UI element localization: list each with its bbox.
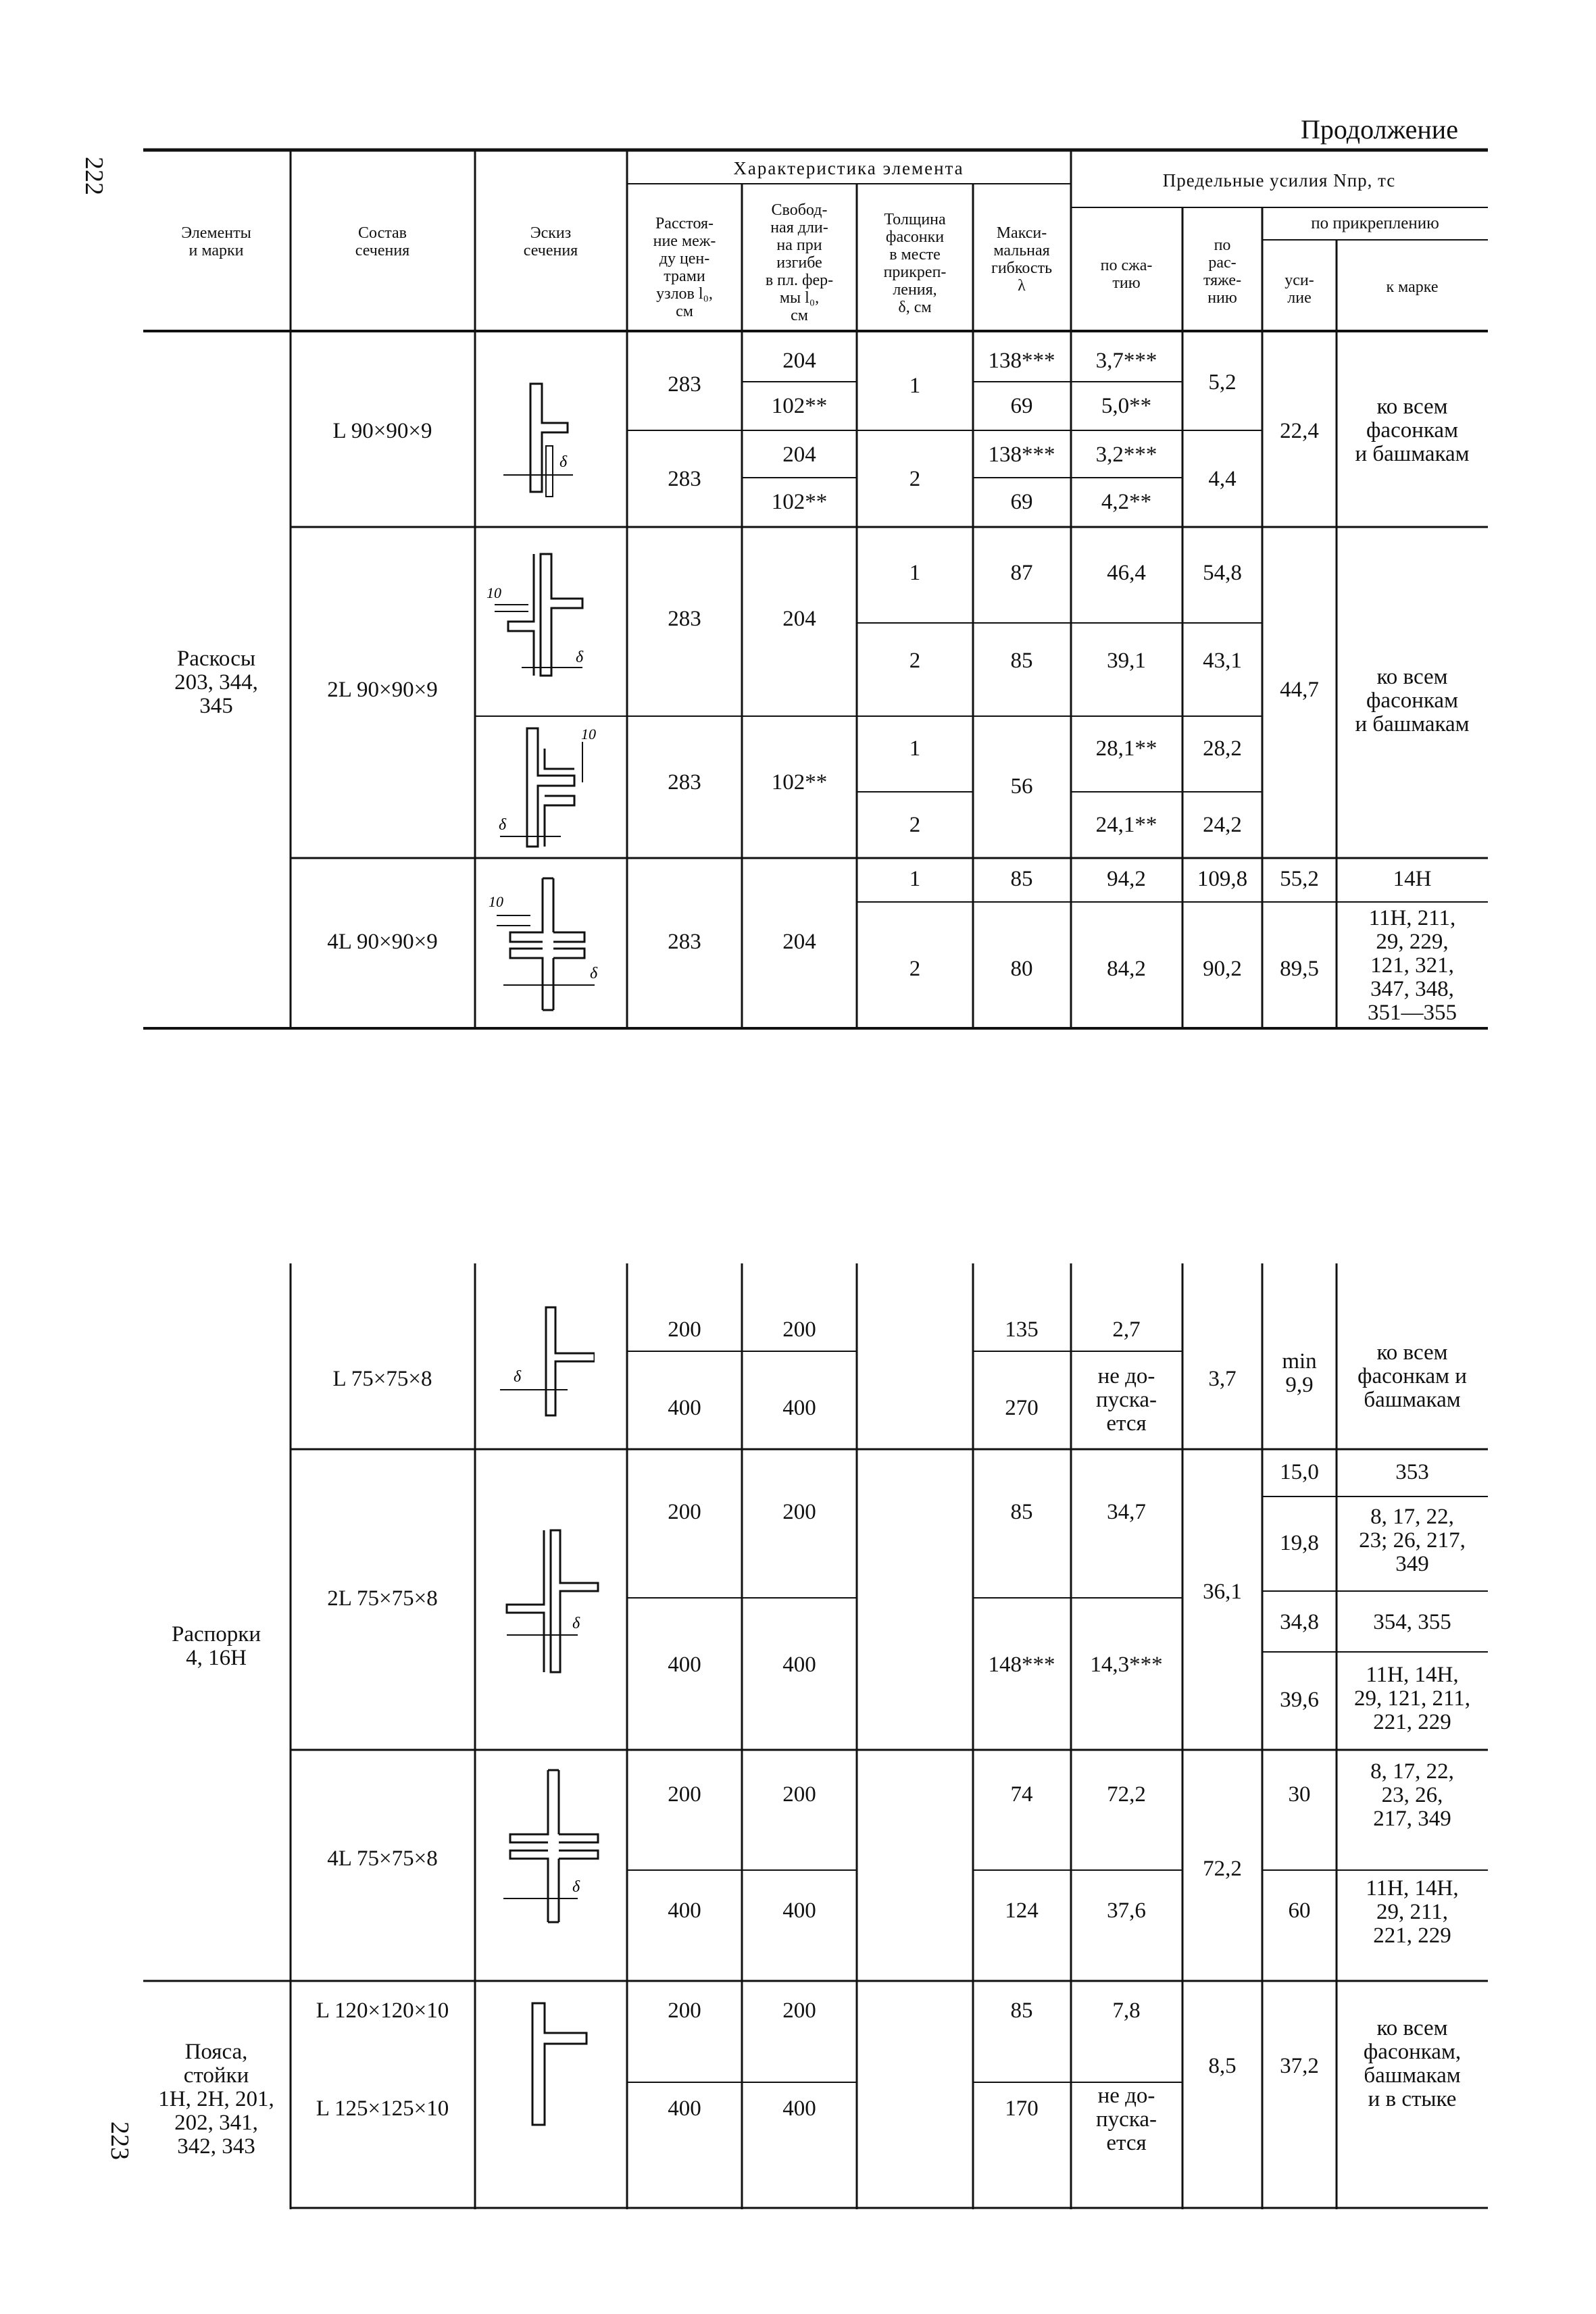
- s3-attach-mark-r2: 11Н, 211, 29, 229, 121, 321, 347, 348, 351—355: [1368, 906, 1457, 1025]
- s2-compression-r1: 46,4: [1107, 561, 1146, 585]
- header-thickness: Толщина фасонки в месте прикреп- ления, δ, см: [883, 211, 947, 316]
- group-label-chords: Пояса, стойки 1Н, 2Н, 201, 202, 341, 342, 343: [158, 2040, 274, 2159]
- s3-attach-force-r1: 55,2: [1280, 867, 1319, 891]
- t2-s1-distance-r2: 400: [668, 1396, 701, 1420]
- t2-s4-free-r2: 400: [782, 2096, 816, 2121]
- t2-s2-attach-mark-1: 353: [1395, 1460, 1429, 1484]
- svg-text:δ: δ: [514, 1368, 522, 1386]
- t2-s2-attach-force-3: 34,8: [1280, 1610, 1319, 1634]
- double-angle-icon: [497, 1524, 612, 1682]
- s3-free: 204: [782, 930, 816, 954]
- t2-s4-attach-mark: ко всем фасонкам, башмакам и в стыке: [1363, 2016, 1462, 2111]
- header-group-characteristic: Характеристика элемента: [733, 158, 964, 178]
- cross-angle-icon: [483, 865, 612, 1024]
- t2-s3-free-r2: 400: [782, 1898, 816, 1923]
- svg-text:10: 10: [581, 726, 596, 743]
- s3-compression-r1: 94,2: [1107, 867, 1146, 891]
- s2-tension-r2: 43,1: [1203, 649, 1242, 673]
- t2-s1-slender-r1: 135: [1005, 1317, 1039, 1342]
- group-label-spacers: Распорки 4, 16Н: [172, 1622, 261, 1670]
- t2-s3-attach-force-1: 30: [1288, 1782, 1311, 1807]
- t2-s2-free-r2: 400: [782, 1653, 816, 1677]
- t2-composition-s2: 2L 75×75×8: [327, 1586, 438, 1611]
- s1-free-r2: 102**: [771, 394, 828, 418]
- s1-slender-r4: 69: [1010, 490, 1033, 514]
- s2-distance-a: 283: [668, 607, 701, 631]
- t2-s2-attach-force-1: 15,0: [1280, 1460, 1319, 1484]
- t2-s2-distance-r2: 400: [668, 1653, 701, 1677]
- t2-s3-distance-r1: 200: [668, 1782, 701, 1807]
- s2-distance-b: 283: [668, 770, 701, 795]
- t2-s2-compression-r1: 34,7: [1107, 1500, 1146, 1524]
- single-angle-icon: [493, 370, 595, 509]
- t2-s4-slender-r1: 85: [1010, 1998, 1033, 2023]
- svg-text:δ: δ: [576, 649, 584, 666]
- t2-s3-tension: 72,2: [1203, 1857, 1242, 1881]
- t2-s3-free-r1: 200: [782, 1782, 816, 1807]
- s2-attach-mark: ко всем фасонкам и башмакам: [1355, 665, 1470, 736]
- t2-s2-attach-mark-4: 11Н, 14Н, 29, 121, 211, 221, 229: [1353, 1663, 1471, 1734]
- s3-attach-mark-r1: 14Н: [1393, 867, 1432, 891]
- svg-text:10: 10: [489, 893, 503, 910]
- continuation-label: Продолжение: [1301, 114, 1458, 145]
- t2-s3-attach-force-2: 60: [1288, 1898, 1311, 1923]
- s1-thickness-b: 2: [909, 467, 921, 491]
- s2-tension-r4: 24,2: [1203, 813, 1242, 837]
- t2-s3-compression-r2: 37,6: [1107, 1898, 1146, 1923]
- t2-composition-s4a: L 120×120×10: [316, 1998, 449, 2023]
- t2-s2-attach-mark-3: 354, 355: [1373, 1610, 1451, 1634]
- double-angle-alt-icon: [487, 722, 615, 860]
- header-free-length: Свобод- ная дли- на при изгибе в пл. фер- мы l₀, см: [765, 201, 834, 324]
- page-number-top: 222: [80, 157, 108, 195]
- s1-thickness-a: 1: [909, 374, 921, 398]
- t2-s2-attach-mark-2: 8, 17, 22, 23; 26, 217, 349: [1359, 1505, 1466, 1576]
- s2-attach-force: 44,7: [1280, 678, 1319, 702]
- s3-slender-r2: 80: [1010, 957, 1033, 981]
- cross-angle-icon: [497, 1763, 612, 1936]
- single-angle-icon: [493, 1301, 595, 1426]
- header-distance: Расстоя- ние меж- ду цен- трами узлов l₀, см: [653, 215, 716, 320]
- t2-s2-slender-r2: 148***: [988, 1653, 1055, 1677]
- t2-s2-free-r1: 200: [782, 1500, 816, 1524]
- s3-attach-force-r2: 89,5: [1280, 957, 1319, 981]
- s2-compression-r4: 24,1**: [1095, 813, 1157, 837]
- composition-s1: L 90×90×9: [332, 419, 432, 443]
- t2-s4-compression-r1: 7,8: [1112, 1998, 1141, 2023]
- s3-thickness-r1: 1: [909, 867, 921, 891]
- s1-compression-r3: 3,2***: [1095, 443, 1157, 467]
- t2-s1-free-r1: 200: [782, 1317, 816, 1342]
- composition-s3: 4L 90×90×9: [327, 930, 438, 954]
- s3-tension-r2: 90,2: [1203, 957, 1242, 981]
- svg-text:δ: δ: [559, 453, 568, 471]
- t2-s1-free-r2: 400: [782, 1396, 816, 1420]
- t2-s2-attach-force-2: 19,8: [1280, 1531, 1319, 1555]
- t2-s2-attach-force-4: 39,6: [1280, 1688, 1319, 1712]
- t2-s1-slender-r2: 270: [1005, 1396, 1039, 1420]
- t2-s4-compression-r2: не до- пуска- ется: [1096, 2084, 1157, 2155]
- composition-s2: 2L 90×90×9: [327, 678, 438, 702]
- s2-slender-r1: 87: [1010, 561, 1033, 585]
- s1-tension-a: 5,2: [1208, 370, 1237, 395]
- s1-slender-r2: 69: [1010, 394, 1033, 418]
- t2-s3-distance-r2: 400: [668, 1898, 701, 1923]
- t2-s1-compression-r1: 2,7: [1112, 1317, 1141, 1342]
- t2-s1-tension: 3,7: [1208, 1367, 1237, 1391]
- s3-slender-r1: 85: [1010, 867, 1033, 891]
- s3-tension-r1: 109,8: [1197, 867, 1248, 891]
- single-angle-icon: [520, 1996, 595, 2135]
- s1-compression-r4: 4,2**: [1101, 490, 1152, 514]
- s3-distance: 283: [668, 930, 701, 954]
- t2-composition-s1: L 75×75×8: [332, 1367, 432, 1391]
- s1-free-r3: 204: [782, 443, 816, 467]
- svg-text:δ: δ: [572, 1615, 580, 1632]
- header-composition: Состав сечения: [355, 224, 410, 259]
- t2-s1-distance-r1: 200: [668, 1317, 701, 1342]
- s1-slender-r1: 138***: [988, 349, 1055, 373]
- s2-compression-r3: 28,1**: [1095, 736, 1157, 761]
- t2-s2-tension: 36,1: [1203, 1580, 1242, 1604]
- header-force: уси- лие: [1285, 272, 1314, 307]
- header-elements: Элементы и марки: [181, 224, 251, 259]
- s1-free-r4: 102**: [771, 490, 828, 514]
- t2-s2-slender-r1: 85: [1010, 1500, 1033, 1524]
- t2-s4-slender-r2: 170: [1005, 2096, 1039, 2121]
- s2-tension-r1: 54,8: [1203, 561, 1242, 585]
- header-to-mark: к марке: [1386, 278, 1439, 296]
- s1-distance-a: 283: [668, 372, 701, 397]
- s2-thickness-r2: 2: [909, 649, 921, 673]
- t2-s4-attach-force: 37,2: [1280, 2054, 1319, 2078]
- svg-text:10: 10: [487, 584, 501, 601]
- s2-thickness-r3: 1: [909, 736, 921, 761]
- header-group-forces: Предельные усилия Nпр, тс: [1162, 170, 1396, 191]
- t2-s3-slender-r1: 74: [1010, 1782, 1033, 1807]
- s1-distance-b: 283: [668, 467, 701, 491]
- s3-compression-r2: 84,2: [1107, 957, 1146, 981]
- t2-s3-attach-mark-2: 11Н, 14Н, 29, 211, 221, 229: [1366, 1876, 1459, 1948]
- s2-thickness-r4: 2: [909, 813, 921, 837]
- svg-text:δ: δ: [572, 1878, 580, 1896]
- group-label-braces: Раскосы 203, 344, 345: [174, 647, 258, 718]
- t2-s3-attach-mark-1: 8, 17, 22, 23, 26, 217, 349: [1370, 1759, 1454, 1831]
- t2-s1-compression-r2: не до- пуска- ется: [1096, 1364, 1157, 1436]
- header-sketch: Эскиз сечения: [523, 224, 578, 259]
- page-number-bottom: 223: [105, 2121, 134, 2160]
- t2-s2-compression-r2: 14,3***: [1090, 1653, 1163, 1677]
- t2-s4-distance-r1: 200: [668, 1998, 701, 2023]
- t2-s3-compression-r1: 72,2: [1107, 1782, 1146, 1807]
- s2-compression-r2: 39,1: [1107, 649, 1146, 673]
- s2-tension-r3: 28,2: [1203, 736, 1242, 761]
- t2-s4-tension: 8,5: [1208, 2054, 1237, 2078]
- svg-text:δ: δ: [499, 816, 507, 834]
- s1-attach-force: 22,4: [1280, 419, 1319, 443]
- s2-thickness-r1: 1: [909, 561, 921, 585]
- s2-slender-r2: 85: [1010, 649, 1033, 673]
- header-compression: по сжа- тию: [1100, 257, 1153, 292]
- s1-tension-b: 4,4: [1208, 467, 1237, 491]
- t2-s2-distance-r1: 200: [668, 1500, 701, 1524]
- svg-text:δ: δ: [590, 965, 598, 982]
- s1-free-r1: 204: [782, 349, 816, 373]
- t2-composition-s4b: L 125×125×10: [316, 2096, 449, 2121]
- s2-slender-b: 56: [1010, 774, 1033, 799]
- header-slenderness: Макси- мальная гибкость λ: [991, 224, 1053, 295]
- double-angle-icon: [481, 540, 609, 693]
- t2-s1-attach-force: min 9,9: [1282, 1349, 1317, 1397]
- s2-free-a: 204: [782, 607, 816, 631]
- s1-slender-r3: 138***: [988, 443, 1055, 467]
- t2-s1-attach-mark: ко всем фасонкам и башмакам: [1357, 1340, 1467, 1412]
- header-group-attachment: по прикреплению: [1311, 214, 1439, 232]
- s1-attach-mark: ко всем фасонкам и башмакам: [1355, 395, 1470, 466]
- s2-free-b: 102**: [771, 770, 828, 795]
- s1-compression-r1: 3,7***: [1095, 349, 1157, 373]
- s1-compression-r2: 5,0**: [1101, 394, 1152, 418]
- t2-composition-s3: 4L 75×75×8: [327, 1846, 438, 1871]
- t2-s4-free-r1: 200: [782, 1998, 816, 2023]
- t2-s3-slender-r2: 124: [1005, 1898, 1039, 1923]
- s3-thickness-r2: 2: [909, 957, 921, 981]
- header-tension: по рас- тяже- нию: [1203, 236, 1242, 307]
- t2-s4-distance-r2: 400: [668, 2096, 701, 2121]
